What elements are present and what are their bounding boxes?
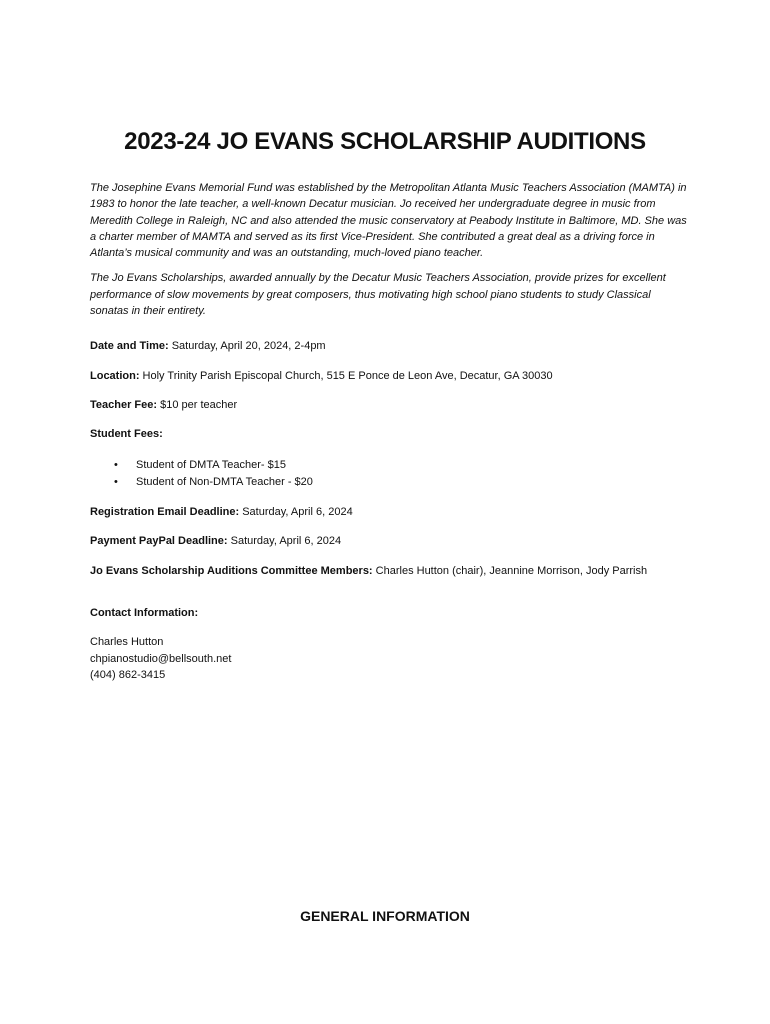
date-time-label: Date and Time: [90, 340, 169, 352]
student-fee-non-dmta: Student of Non-DMTA Teacher - $20 [136, 475, 313, 488]
payment-deadline-value: Saturday, April 6, 2024 [227, 535, 342, 547]
committee-value: Charles Hutton (chair), Jeannine Morrison, Jody Parrish [372, 565, 648, 577]
list-item [90, 457, 313, 474]
payment-deadline-label: Payment PayPal Deadline: [90, 535, 228, 547]
date-time-value: Saturday, April 20, 2024, 2-4pm [168, 340, 326, 352]
location-value: Holy Trinity Parish Episcopal Church, 515 E Ponce de Leon Ave, Decatur, GA 30030 [139, 370, 553, 382]
committee-label: Jo Evans Scholarship Auditions Committee Members: [90, 565, 373, 577]
date-time-field [90, 338, 710, 354]
teacher-fee-value: $10 per teacher [157, 399, 238, 411]
committee-field [90, 563, 710, 579]
general-information-heading: GENERAL INFORMATION [300, 908, 470, 924]
teacher-fee-field [90, 397, 710, 413]
student-fees-field [90, 426, 710, 442]
registration-deadline-value: Saturday, April 6, 2024 [239, 506, 353, 518]
contact-heading-label: Contact Information: [90, 607, 199, 619]
location-label: Location: [90, 370, 140, 382]
registration-deadline-label: Registration Email Deadline: [90, 506, 240, 518]
teacher-fee-label: Teacher Fee: [90, 399, 158, 411]
intro-paragraph-history: The Josephine Evans Memorial Fund was established by the Metropolitan Atlanta Music Teachers Association (MAMTA) in 1983 to honor the late teacher, a well-known Decatur musician. Jo received her undergraduate degree in music from Meredith College in Raleigh, NC and also attended the music conservatory at Peabody Institute in Baltimore, MD. She was a charter member of MAMTA and served as its first Vice-President. She contributed a great deal as a driving force in Atlanta’s musical community and was an outstanding, much-loved piano teacher. [90, 182, 687, 260]
student-fee-dmta: Student of DMTA Teacher- $15 [136, 459, 287, 471]
contact-name: Charles Hutton [90, 636, 164, 648]
contact-phone: (404) 862-3415 [90, 669, 166, 681]
student-fees-label: Student Fees: [90, 428, 163, 440]
contact-block [90, 634, 231, 684]
intro-paragraph-scholarships: The Jo Evans Scholarships, awarded annually by the Decatur Music Teachers Association, provide prizes for excellent performance of slow movements by great composers, thus motivating high school piano students to study Classical sonatas in their entirety. [90, 272, 666, 318]
registration-deadline-field [90, 504, 710, 520]
contact-email: chpianostudio@bellsouth.net [90, 652, 232, 665]
list-item [90, 474, 313, 491]
page-title: 2023-24 JO EVANS SCHOLARSHIP AUDITIONS [124, 128, 646, 155]
location-field [90, 368, 710, 384]
payment-deadline-field [90, 533, 710, 549]
intro-section [90, 180, 690, 328]
student-fees-list [90, 457, 313, 490]
bullet-icon: • [114, 459, 118, 471]
contact-heading [90, 605, 710, 621]
bullet-icon: • [114, 475, 118, 488]
